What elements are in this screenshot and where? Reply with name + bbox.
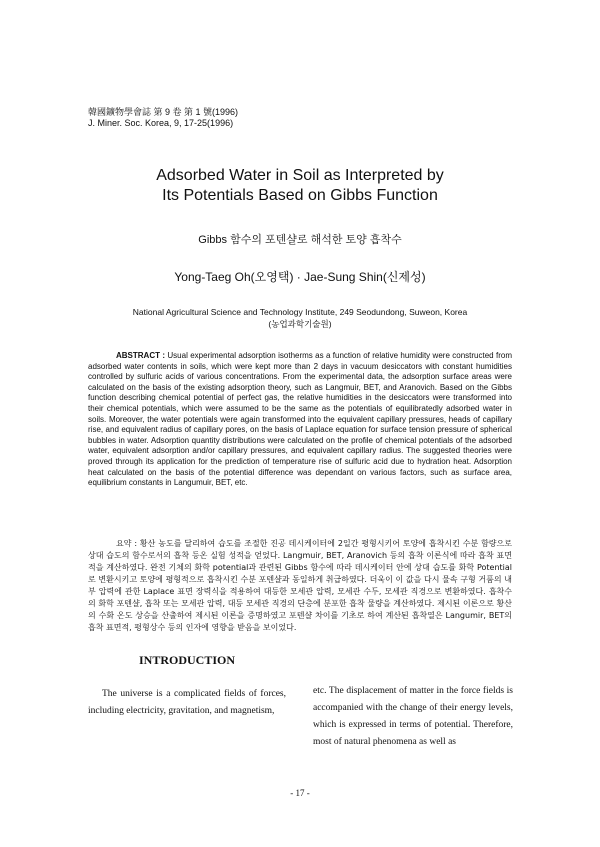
- introduction-heading: INTRODUCTION: [138, 653, 235, 667]
- journal-name-english: J. Miner. Soc. Korea, 9, 17-25(1996): [88, 118, 234, 128]
- left-column: [88, 653, 286, 720]
- introduction-left-text: The universe is a complicated fields of forces, including electricity, gravitation, and magnetism,: [88, 689, 286, 716]
- affiliation: [0, 306, 600, 330]
- title-line-2: Its Potentials Based on Gibbs Function: [162, 187, 438, 204]
- authors: Yong-Taeg Oh(오영택) · Jae-Sung Shin(신제성): [174, 270, 426, 284]
- page-number: - 17 -: [290, 788, 310, 798]
- affiliation-english: National Agricultural Science and Technology Institute, 249 Seodundong, Suweon, Korea: [132, 307, 468, 317]
- title-line-1: Adsorbed Water in Soil as Interpreted by: [156, 167, 444, 184]
- journal-name-korean: 韓國鑛物學會誌 第 9 卷 第 1 號(1996): [88, 107, 239, 117]
- affiliation-korean: (농업과학기술원): [268, 319, 332, 329]
- abstract-text: Usual experimental adsorption isotherms as a function of relative humidity were constructed from adsorbed water contents in soils, which were kept more than 2 days in vacuum desiccators with constant humidities controlled by sulfuric acids of various concentrations. From the experimental data, the adsorption surface areas were calculated on the basis of the existing adsorption theory, such as Langmuir, BET, and Aranovich. Based on the Gibbs function describing chemical potential of perfect gas, the relative humidities in the desiccators were transformed into their chemical potentials, which were assumed to be the same as the potentials of equilibratedly adsorbed water in soils. Moreover, the water potentials were again transformed into the equivalent capillary pressures, heads of capillary rise, and equivalent radius of capillary pores, on the basis of Laplace equation for surface tension pressure of spherical bubbles in water. Adsorption quantity distributions were calculated on the profile of chemical potentials of the adsorbed water, equivalent adsorption and/or capillary pressures, and equivalent capillary radius. The suggested theories were proved through its application for the prediction of temperature rise of sulfuric acid due to hydration heat. Adsorption heat calculated on the basis of the potential difference was dependant on various factors, such as surface area, equilibrium constants in Langumuir, BET, etc.: [88, 351, 512, 488]
- korean-abstract: 요약 : 황산 농도를 달리하여 습도를 조절한 진공 데시케이터에 2일간 평형시키어 토양에 흡착시킨 수분 함량으로 상대 습도의 함수로서의 흡착 등온 실험 성적을 얻었다. Langmuir, BET, Aranovich 등의 흡착 이론식에 따라 흡착 표면적을 계산하였다. 완전 기체의 화학 potential과 관련된 Gibbs 함수에 따라 데시케이터 안에 상대 습도를 화학 Potential로 변환시키고 토양에 평형적으로 흡착시킨 수분 포텐샬과 동일하게 취급하였다. 더욱이 이 값을 다시 물속 구형 거품의 내부 압력에 관한 Laplace 표면 장력식을 적용하여 대등한 모세관 압력, 모세관 수두, 모세관 직경으로 변환하였다. 흡착수의 화학 포텐샬, 흡착 또는 모세관 압력, 대등 모세관 직경의 단층에 분포한 흡착 물량을 계산하였다. 제시된 이론으로 황산의 수화 온도 상승을 산출하여 제시된 이론을 증명하였고 포텐샬 차이를 기초로 하여 계산된 흡착열은 Langumir, BET의 흡착 표면적, 평형상수 등의 인자에 영향을 받음을 보이었다.: [88, 539, 512, 632]
- abstract: [88, 351, 512, 489]
- journal-citation: [88, 107, 238, 129]
- introduction-right-text: etc. The displacement of matter in the force fields is accompanied with the change of their energy levels, which is expressed in terms of potential. Therefore, most of natural phenomena as well as: [313, 686, 513, 747]
- paper-title: [0, 166, 600, 206]
- korean-title: Gibbs 함수의 포텐샬로 해석한 토양 흡착수: [198, 234, 402, 246]
- abstract-label: ABSTRACT :: [116, 351, 166, 360]
